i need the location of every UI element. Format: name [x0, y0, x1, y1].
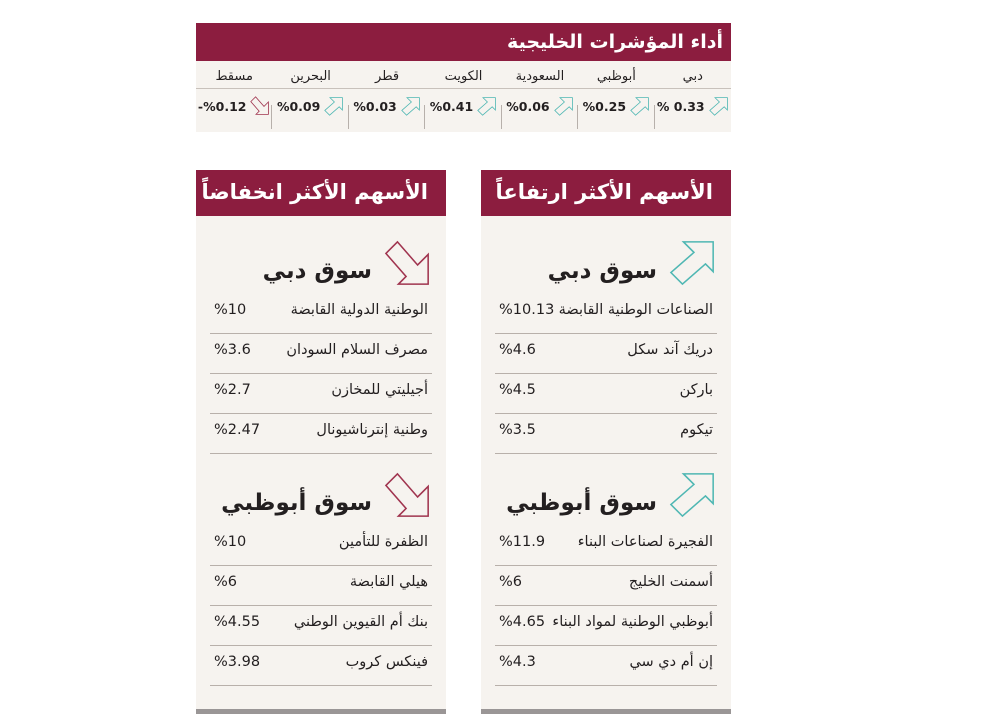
index-column [196, 61, 272, 132]
stock-change: %4.6 [499, 342, 536, 358]
index-value-row [196, 95, 272, 117]
indices-title: أداء المؤشرات الخليجية [507, 31, 723, 53]
stock-name: إن أم دي سي [629, 654, 713, 670]
stock-name: هيلي القابضة [349, 574, 428, 590]
stock-row [495, 566, 717, 606]
stock-name: أسمنت الخليج [628, 574, 713, 590]
market-header [196, 482, 446, 532]
market-title: سوق دبي [262, 258, 372, 284]
stock-name: أبوظبي الوطنية لمواد البناء [552, 614, 713, 630]
index-value-row [655, 95, 731, 117]
arrow-up-right-icon [630, 96, 650, 116]
stock-row [210, 334, 432, 374]
arrow-up-right-icon [477, 96, 497, 116]
market-title: سوق أبوظبي [221, 490, 372, 516]
index-separator [501, 105, 502, 129]
stock-change: %11.9 [499, 534, 546, 550]
stock-row [495, 294, 717, 334]
stock-change: %3.6 [214, 342, 251, 358]
stock-name: مصرف السلام السودان [286, 342, 428, 358]
stock-change: %6 [214, 574, 238, 590]
top-losers-panel [196, 170, 446, 714]
index-value-row [349, 95, 425, 117]
index-value: %0.06 [506, 98, 550, 114]
stock-row [210, 646, 432, 686]
index-column [425, 61, 501, 132]
index-value: % 0.33 [656, 98, 705, 114]
arrow-up-right-icon [401, 96, 421, 116]
index-value: -%0.12 [197, 98, 247, 114]
index-column [578, 61, 654, 132]
arrow-up-right-icon [669, 470, 717, 522]
index-separator [271, 105, 272, 129]
stock-change: %10 [214, 534, 247, 550]
stock-change: %2.47 [214, 422, 261, 438]
index-name: دبي [682, 69, 703, 84]
stock-row [495, 414, 717, 454]
index-separator [577, 105, 578, 129]
panel-footer-bar [196, 709, 446, 714]
index-value-row [502, 95, 578, 117]
index-column [655, 61, 731, 132]
stock-row [210, 414, 432, 454]
stock-change: %4.3 [499, 654, 536, 670]
stock-name: الصناعات الوطنية القابضة [558, 302, 713, 318]
index-column [349, 61, 425, 132]
stock-change: %3.5 [499, 422, 536, 438]
stock-name: الفجيرة لصناعات البناء [577, 534, 713, 550]
arrow-up-right-icon [554, 96, 574, 116]
stock-row [495, 606, 717, 646]
arrow-down-right-icon [250, 96, 270, 116]
index-name: الكويت [444, 69, 483, 84]
index-column [502, 61, 578, 132]
stock-row [210, 566, 432, 606]
index-separator [348, 105, 349, 129]
arrow-up-right-icon [669, 238, 717, 290]
top-gainers-panel [481, 170, 731, 714]
index-name: أبوظبي [596, 69, 636, 84]
stock-row [495, 374, 717, 414]
stock-row [495, 526, 717, 566]
stock-name: تيكوم [680, 422, 713, 438]
stock-name: فينكس كروب [345, 654, 428, 670]
index-value: %0.03 [353, 98, 397, 114]
indices-header [196, 23, 731, 61]
arrow-down-right-icon [384, 240, 432, 292]
stock-change: %3.98 [214, 654, 261, 670]
gainers-header [481, 170, 731, 216]
index-column [272, 61, 348, 132]
market-title: سوق دبي [547, 258, 657, 284]
arrow-up-right-icon [324, 96, 344, 116]
market-header [196, 250, 446, 300]
index-value: %0.25 [582, 98, 627, 114]
index-name: قطر [375, 69, 400, 84]
index-name: مسقط [215, 69, 253, 84]
losers-header [196, 170, 446, 216]
stock-row [210, 294, 432, 334]
index-separator [424, 105, 425, 129]
gainers-title: الأسهم الأكثر ارتفاعاً [495, 180, 713, 204]
stock-change: %4.55 [214, 614, 261, 630]
market-header [481, 250, 731, 300]
stock-change: %10.13 [499, 302, 555, 318]
market-header [481, 482, 731, 532]
index-name: السعودية [515, 69, 565, 84]
stock-change: %4.5 [499, 382, 536, 398]
stock-change: %2.7 [214, 382, 251, 398]
stock-row [210, 526, 432, 566]
stock-row [210, 606, 432, 646]
stock-name: الظفرة للتأمين [338, 534, 428, 550]
stock-name: دريك آند سكل [627, 342, 713, 358]
index-value: %0.41 [429, 98, 474, 114]
stock-row [495, 646, 717, 686]
stock-name: بنك أم القيوين الوطني [293, 614, 428, 630]
index-separator [654, 105, 655, 129]
stock-row [210, 374, 432, 414]
stock-name: الوطنية الدولية القابضة [290, 302, 428, 318]
arrow-down-right-icon [384, 472, 432, 524]
stock-change: %10 [214, 302, 247, 318]
index-value: %0.09 [276, 98, 321, 114]
losers-title: الأسهم الأكثر انخفاضاً [201, 180, 428, 204]
stock-row [495, 334, 717, 374]
stock-name: وطنية إنترناشيونال [316, 422, 428, 438]
gulf-indices-panel [196, 23, 731, 132]
index-value-row [578, 95, 654, 117]
stock-name: أجيليتي للمخازن [331, 382, 428, 398]
arrow-up-right-icon [709, 96, 729, 116]
index-name: البحرين [290, 69, 331, 84]
stock-change: %6 [499, 574, 523, 590]
stock-change: %4.65 [499, 614, 546, 630]
market-title: سوق أبوظبي [506, 490, 657, 516]
stock-name: باركن [679, 382, 713, 398]
panel-footer-bar [481, 709, 731, 714]
index-value-row [272, 95, 348, 117]
index-value-row [425, 95, 501, 117]
